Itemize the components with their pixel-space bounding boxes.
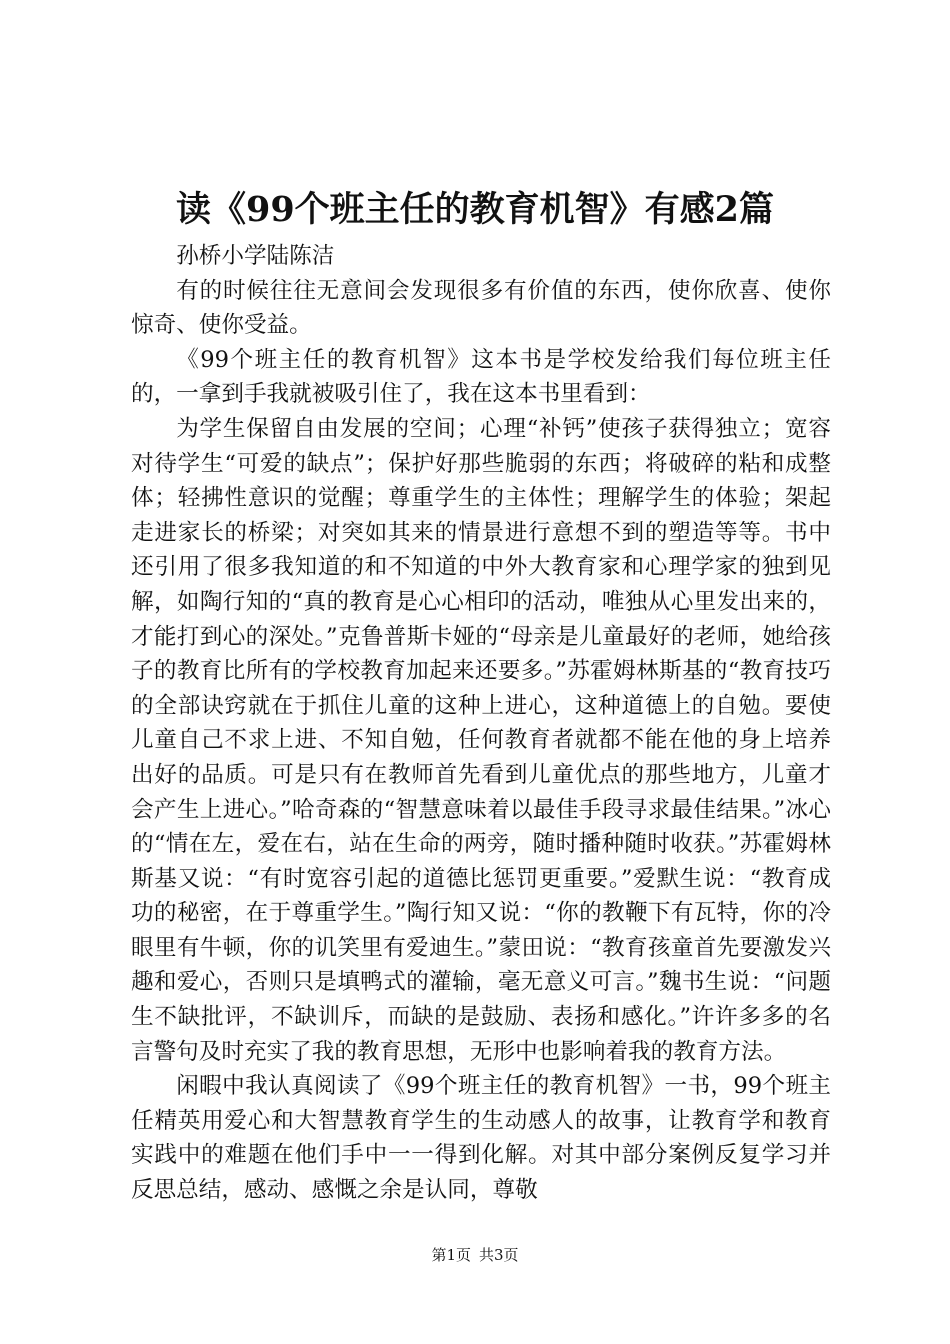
document-body [131,239,831,1208]
page-total: 共3页 [479,1246,519,1264]
paragraph: 《99个班主任的教育机智》这本书是学校发给我们每位班主任的，一拿到手我就被吸引住了，我在这本书里看到： [131,346,831,408]
document-title: 读《99个班主任的教育机智》有感2篇 [175,189,775,230]
page-footer [0,1245,950,1265]
page-number: 第1页 [431,1246,471,1264]
paragraph: 为学生保留自由发展的空间；心理“补钙”使孩子获得独立；宽容对待学生“可爱的缺点”；保护好那些脆弱的东西；将破碎的粘和成整体；轻拂性意识的觉醒；尊重学生的主体性；理解学生的体验；架起走进家长的桥梁；对突如其来的情景进行意想不到的塑造等等。书中还引用了很多我知道的和不知道的中外大教育家和心理学家的独到见解，如陶行知的“真的教育是心心相印的活动，唯独从心里发出来的，才能打到心的深处。”克鲁普斯卡娅的“母亲是儿童最好的老师，她给孩子的教育比所有的学校教育加起来还要多。”苏霍姆林斯基的“教育技巧的全部诀窍就在于抓住儿童的这种上进心，这种道德上的自勉。要使儿童自己不求上进、不知自勉，任何教育者就都不能在他的身上培养出好的品质。可是只有在教师首先看到儿童优点的那些地方，儿童才会产生上进心。”哈奇森的“智慧意味着以最佳手段寻求最佳结果。”冰心的“情在左，爱在右，站在生命的两旁，随时播种随时收获。”苏霍姆林斯基又说：“有时宽容引起的道德比惩罚更重要。”爱默生说：“教育成功的秘密，在于尊重学生。”陶行知又说：“你的教鞭下有瓦特，你的冷眼里有牛顿，你的讥笑里有爱迪生。”蒙田说：“教育孩童首先要激发兴趣和爱心，否则只是填鸭式的灌输，毫无意义可言。”魏书生说：“问题生不缺批评，不缺训斥，而缺的是鼓励、表扬和感化。”许许多多的名言警句及时充实了我的教育思想，无形中也影响着我的教育方法。 [131,415,831,1065]
author-line: 孙桥小学陆陈洁 [176,243,335,269]
paragraph: 闲暇中我认真阅读了《99个班主任的教育机智》一书，99个班主任精英用爱心和大智慧教育学生的生动感人的故事，让教育学和教育实践中的难题在他们手中一一得到化解。对其中部分案例反复学习并反思总结，感动、感慨之余是认同，尊敬 [131,1073,831,1204]
paragraph: 有的时候往往无意间会发现很多有价值的东西，使你欣喜、使你惊奇、使你受益。 [131,277,831,339]
